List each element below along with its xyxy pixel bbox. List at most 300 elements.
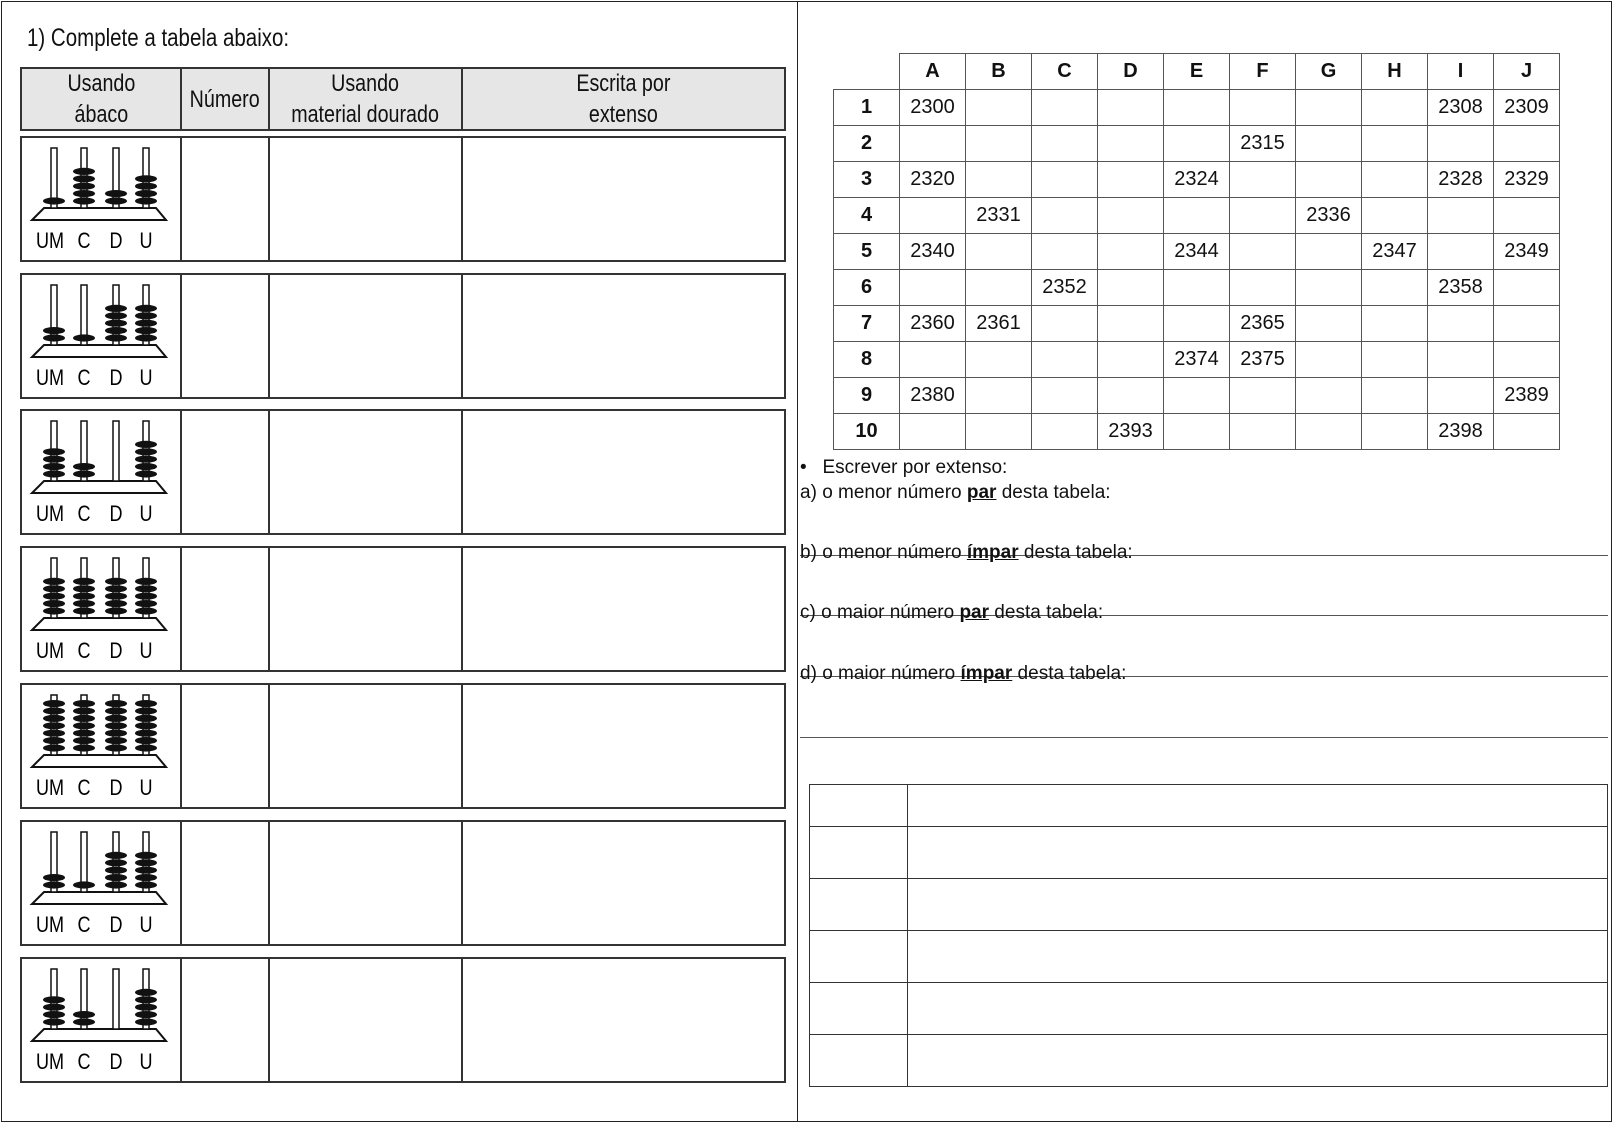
grid-row-header: 8 — [834, 342, 900, 378]
question-text: desta tabela: — [989, 602, 1104, 623]
abacus-icon — [28, 419, 170, 529]
grid-cell[interactable] — [1362, 270, 1428, 306]
grid-cell[interactable] — [1032, 306, 1098, 342]
abacus-bead — [73, 463, 95, 470]
header-abacus-label: Usando ábaco — [67, 70, 135, 128]
grid-cell[interactable] — [1296, 378, 1362, 414]
grid-cell: 2375 — [1230, 342, 1296, 378]
grid-cell[interactable] — [1032, 342, 1098, 378]
question-text: o menor número — [822, 482, 967, 503]
grid-cell[interactable] — [1230, 378, 1296, 414]
abacus-bead — [43, 607, 65, 614]
abacus-rod — [113, 969, 119, 1029]
abacus-bead — [135, 852, 157, 859]
abacus-base — [32, 345, 166, 357]
grid-cell[interactable] — [966, 270, 1032, 306]
grid-row — [834, 162, 1560, 198]
abacus-bead — [43, 578, 65, 585]
abacus-label: UM — [35, 366, 65, 391]
grid-cell[interactable] — [1098, 306, 1164, 342]
abacus-bead — [43, 600, 65, 607]
abacus-bead — [73, 168, 95, 175]
abacus-bead — [43, 722, 65, 729]
answer-value-cell[interactable] — [908, 785, 1608, 827]
grid-cell[interactable] — [1362, 378, 1428, 414]
grid-cell: 2344 — [1164, 234, 1230, 270]
question-keyword: ímpar — [966, 542, 1019, 563]
abacus-bead — [43, 715, 65, 722]
grid-row-header: 4 — [834, 198, 900, 234]
number-cell[interactable] — [182, 138, 268, 260]
grid-cell: 2358 — [1428, 270, 1494, 306]
abacus-bead — [43, 730, 65, 737]
abacus-bead — [105, 881, 127, 888]
grid-row-header: 6 — [834, 270, 900, 306]
grid-cell[interactable] — [1494, 270, 1560, 306]
abacus-bead — [105, 737, 127, 744]
abacus-bead — [105, 607, 127, 614]
abacus-bead — [43, 593, 65, 600]
grid-cell[interactable] — [1494, 126, 1560, 162]
page-divider — [797, 1, 798, 1121]
material-cell[interactable] — [270, 138, 461, 260]
header-number-label: Número — [189, 85, 260, 113]
answer-value-cell[interactable] — [908, 879, 1608, 931]
abacus-label: UM — [35, 1050, 65, 1075]
abacus-bead — [73, 607, 95, 614]
question-keyword: par — [966, 482, 997, 503]
grid-cell[interactable] — [966, 126, 1032, 162]
bullet: • — [800, 457, 807, 478]
abacus-bead — [135, 867, 157, 874]
written-cell[interactable] — [463, 411, 784, 533]
abacus-bead — [135, 989, 157, 996]
number-cell[interactable] — [182, 411, 268, 533]
material-cell[interactable] — [270, 275, 461, 397]
grid-cell[interactable] — [1098, 270, 1164, 306]
grid-row — [834, 126, 1560, 162]
grid-row — [834, 414, 1560, 450]
grid-cell[interactable] — [1296, 234, 1362, 270]
grid-cell[interactable] — [1098, 126, 1164, 162]
abacus-bead — [73, 707, 95, 714]
header-written — [463, 69, 784, 129]
answer-label-cell[interactable] — [810, 879, 908, 931]
abacus-bead — [105, 585, 127, 592]
grid-cell: 2315 — [1230, 126, 1296, 162]
exercise-row — [20, 957, 786, 1083]
material-cell[interactable] — [270, 548, 461, 670]
answer-table-row — [810, 785, 1608, 827]
answer-label-cell[interactable] — [810, 827, 908, 879]
exercise-row — [20, 683, 786, 809]
written-cell[interactable] — [463, 548, 784, 670]
grid-cell[interactable] — [1164, 306, 1230, 342]
grid-row-header: 7 — [834, 306, 900, 342]
abacus-bead — [43, 327, 65, 334]
grid-cell[interactable] — [1296, 162, 1362, 198]
abacus-bead — [135, 874, 157, 881]
abacus-bead — [135, 175, 157, 182]
grid-column-header: I — [1428, 54, 1494, 90]
grid-column-header: A — [900, 54, 966, 90]
abacus-label: D — [109, 229, 123, 254]
abacus-bead — [105, 197, 127, 204]
grid-cell[interactable] — [1230, 234, 1296, 270]
material-cell[interactable] — [270, 685, 461, 807]
grid-cell[interactable] — [966, 342, 1032, 378]
abacus-bead — [135, 730, 157, 737]
abacus-bead — [135, 715, 157, 722]
answer-table-row — [810, 931, 1608, 983]
grid-cell[interactable] — [1296, 126, 1362, 162]
grid-row — [834, 270, 1560, 306]
grid-cell[interactable] — [1032, 198, 1098, 234]
abacus-bead — [105, 327, 127, 334]
abacus-bead — [105, 334, 127, 341]
grid-cell[interactable] — [1362, 198, 1428, 234]
abacus-bead — [105, 715, 127, 722]
question-text: o menor número — [822, 542, 967, 563]
grid-cell[interactable] — [900, 198, 966, 234]
grid-column-header: C — [1032, 54, 1098, 90]
grid-cell: 2328 — [1428, 162, 1494, 198]
header-number — [182, 69, 270, 129]
answer-value-cell[interactable] — [908, 983, 1608, 1035]
abacus-label: C — [77, 366, 91, 391]
abacus-bead — [105, 190, 127, 197]
abacus-icon — [28, 556, 170, 666]
grid-row — [834, 306, 1560, 342]
grid-cell[interactable] — [1428, 342, 1494, 378]
abacus-label: C — [77, 502, 91, 527]
abacus-bead — [105, 867, 127, 874]
grid-cell[interactable] — [1164, 198, 1230, 234]
abacus-bead — [135, 1004, 157, 1011]
abacus-bead — [135, 456, 157, 463]
grid-cell[interactable] — [1098, 90, 1164, 126]
abacus-bead — [73, 1018, 95, 1025]
abacus-bead — [43, 1018, 65, 1025]
grid-cell: 2398 — [1428, 414, 1494, 450]
grid-column-header: H — [1362, 54, 1428, 90]
grid-cell: 2309 — [1494, 90, 1560, 126]
abacus-base — [32, 618, 166, 630]
grid-row — [834, 378, 1560, 414]
abacus-bead — [135, 578, 157, 585]
written-cell[interactable] — [463, 685, 784, 807]
grid-column-header: F — [1230, 54, 1296, 90]
abacus-label: UM — [35, 229, 65, 254]
grid-cell[interactable] — [1230, 414, 1296, 450]
answer-table-row — [810, 827, 1608, 879]
answer-table-row — [810, 983, 1608, 1035]
grid-cell[interactable] — [1230, 162, 1296, 198]
grid-cell: 2320 — [900, 162, 966, 198]
abacus-bead — [105, 593, 127, 600]
grid-cell[interactable] — [1098, 162, 1164, 198]
answer-table-row — [810, 879, 1608, 931]
abacus-icon — [28, 693, 170, 803]
grid-cell[interactable] — [1164, 414, 1230, 450]
abacus-bead — [73, 334, 95, 341]
abacus-label: U — [139, 913, 153, 938]
abacus-label: D — [109, 913, 123, 938]
answer-label-cell[interactable] — [810, 785, 908, 827]
question-keyword: ímpar — [960, 663, 1013, 684]
grid-cell[interactable] — [966, 414, 1032, 450]
grid-cell[interactable] — [1494, 306, 1560, 342]
abacus-bead — [135, 305, 157, 312]
grid-column-header: E — [1164, 54, 1230, 90]
grid-cell[interactable] — [1362, 414, 1428, 450]
abacus-label: C — [77, 229, 91, 254]
grid-cell[interactable] — [1296, 270, 1362, 306]
header-material — [270, 69, 463, 129]
grid-row-header: 9 — [834, 378, 900, 414]
number-grid — [833, 53, 1560, 450]
grid-cell[interactable] — [1032, 234, 1098, 270]
grid-cell: 2349 — [1494, 234, 1560, 270]
abacus-bead — [135, 600, 157, 607]
grid-corner — [834, 54, 900, 90]
abacus-bead — [105, 320, 127, 327]
grid-cell[interactable] — [1032, 90, 1098, 126]
instruction-heading-text: Escrever por extenso: — [822, 457, 1008, 478]
instruction-heading — [800, 457, 1007, 479]
grid-cell[interactable] — [1494, 414, 1560, 450]
grid-cell[interactable] — [1230, 270, 1296, 306]
abacus-bead — [135, 881, 157, 888]
abacus-label: C — [77, 1050, 91, 1075]
abacus-bead — [73, 600, 95, 607]
grid-cell[interactable] — [966, 162, 1032, 198]
abacus-bead — [43, 744, 65, 751]
exercise-row — [20, 136, 786, 262]
grid-cell[interactable] — [1164, 126, 1230, 162]
grid-cell[interactable] — [1428, 234, 1494, 270]
exercise-row — [20, 820, 786, 946]
grid-cell[interactable] — [1098, 198, 1164, 234]
abacus-bead — [105, 874, 127, 881]
grid-cell[interactable] — [1494, 198, 1560, 234]
question-text: o maior número — [822, 663, 961, 684]
abacus-bead — [73, 593, 95, 600]
question-letter: a) — [800, 482, 823, 503]
grid-cell[interactable] — [1230, 198, 1296, 234]
grid-cell: 2352 — [1032, 270, 1098, 306]
abacus-label: U — [139, 1050, 153, 1075]
written-cell[interactable] — [463, 822, 784, 944]
abacus-bead — [135, 441, 157, 448]
material-cell[interactable] — [270, 822, 461, 944]
grid-cell[interactable] — [1362, 126, 1428, 162]
written-cell[interactable] — [463, 275, 784, 397]
grid-cell[interactable] — [900, 126, 966, 162]
header-abacus — [22, 69, 182, 129]
abacus-bead — [135, 320, 157, 327]
abacus-bead — [73, 737, 95, 744]
grid-cell[interactable] — [1098, 234, 1164, 270]
grid-cell[interactable] — [1296, 90, 1362, 126]
abacus-label: C — [77, 776, 91, 801]
abacus-icon — [28, 146, 170, 256]
grid-cell[interactable] — [900, 270, 966, 306]
abacus-bead — [135, 197, 157, 204]
grid-cell[interactable] — [1362, 306, 1428, 342]
grid-cell[interactable] — [1428, 378, 1494, 414]
written-cell[interactable] — [463, 959, 784, 1081]
abacus-bead — [105, 722, 127, 729]
abacus-bead — [73, 1011, 95, 1018]
abacus-bead — [73, 470, 95, 477]
abacus-label: C — [77, 913, 91, 938]
abacus-bead — [43, 448, 65, 455]
abacus-bead — [43, 470, 65, 477]
grid-cell[interactable] — [1164, 90, 1230, 126]
grid-cell[interactable] — [1428, 198, 1494, 234]
abacus-icon — [28, 283, 170, 393]
grid-cell[interactable] — [1362, 342, 1428, 378]
abacus-bead — [135, 334, 157, 341]
abacus-label: C — [77, 639, 91, 664]
number-cell[interactable] — [182, 685, 268, 807]
abacus-label: D — [109, 776, 123, 801]
grid-row-header: 10 — [834, 414, 900, 450]
grid-cell[interactable] — [966, 90, 1032, 126]
answer-label-cell[interactable] — [810, 1035, 908, 1087]
abacus-bead — [43, 334, 65, 341]
abacus-bead — [135, 1011, 157, 1018]
abacus-bead — [43, 585, 65, 592]
grid-cell[interactable] — [1032, 162, 1098, 198]
answer-value-cell[interactable] — [908, 931, 1608, 983]
answer-value-cell[interactable] — [908, 1035, 1608, 1087]
grid-cell[interactable] — [1296, 306, 1362, 342]
abacus-base — [32, 755, 166, 767]
exercise-row — [20, 546, 786, 672]
abacus-bead — [135, 700, 157, 707]
grid-cell[interactable] — [1494, 342, 1560, 378]
abacus-bead — [105, 859, 127, 866]
answer-line[interactable] — [800, 737, 1608, 738]
grid-cell[interactable] — [1032, 378, 1098, 414]
abacus-bead — [135, 607, 157, 614]
abacus-base — [32, 481, 166, 493]
abacus-bead — [73, 700, 95, 707]
abacus-bead — [73, 578, 95, 585]
answer-value-cell[interactable] — [908, 827, 1608, 879]
abacus-bead — [135, 585, 157, 592]
grid-cell: 2336 — [1296, 198, 1362, 234]
abacus-bead — [73, 715, 95, 722]
header-material-label: Usando material dourado — [291, 70, 440, 128]
grid-cell[interactable] — [1032, 126, 1098, 162]
abacus-bead — [105, 600, 127, 607]
grid-cell: 2393 — [1098, 414, 1164, 450]
abacus-bead — [105, 312, 127, 319]
abacus-bead — [135, 183, 157, 190]
abacus-bead — [43, 881, 65, 888]
number-cell[interactable] — [182, 822, 268, 944]
abacus-bead — [135, 448, 157, 455]
grid-cell: 2389 — [1494, 378, 1560, 414]
question-text: desta tabela: — [996, 482, 1111, 503]
grid-cell[interactable] — [1296, 342, 1362, 378]
abacus-label: D — [109, 639, 123, 664]
abacus-label: U — [139, 229, 153, 254]
grid-row-header: 5 — [834, 234, 900, 270]
abacus-bead — [73, 585, 95, 592]
abacus-bead — [135, 707, 157, 714]
number-cell[interactable] — [182, 959, 268, 1081]
exercise-title: 1) Complete a tabela abaixo: — [27, 24, 290, 52]
grid-cell[interactable] — [966, 234, 1032, 270]
question-item — [800, 482, 1111, 504]
grid-cell: 2365 — [1230, 306, 1296, 342]
grid-cell[interactable] — [966, 378, 1032, 414]
grid-cell[interactable] — [1362, 90, 1428, 126]
grid-cell[interactable] — [1428, 126, 1494, 162]
answer-label-cell[interactable] — [810, 931, 908, 983]
abacus-bead — [73, 730, 95, 737]
grid-cell: 2360 — [900, 306, 966, 342]
material-cell[interactable] — [270, 959, 461, 1081]
abacus-bead — [135, 312, 157, 319]
grid-cell[interactable] — [1230, 90, 1296, 126]
abacus-bead — [105, 744, 127, 751]
written-cell[interactable] — [463, 138, 784, 260]
answer-label-cell[interactable] — [810, 983, 908, 1035]
abacus-label: D — [109, 502, 123, 527]
abacus-bead — [43, 737, 65, 744]
abacus-bead — [73, 722, 95, 729]
abacus-bead — [105, 852, 127, 859]
number-cell[interactable] — [182, 275, 268, 397]
grid-cell[interactable] — [1362, 162, 1428, 198]
abacus-bead — [135, 744, 157, 751]
grid-cell[interactable] — [1164, 270, 1230, 306]
abacus-bead — [43, 463, 65, 470]
material-cell[interactable] — [270, 411, 461, 533]
abacus-bead — [135, 463, 157, 470]
abacus-bead — [135, 327, 157, 334]
grid-cell[interactable] — [1032, 414, 1098, 450]
grid-cell[interactable] — [1164, 378, 1230, 414]
grid-row — [834, 198, 1560, 234]
grid-cell: 2380 — [900, 378, 966, 414]
grid-row — [834, 234, 1560, 270]
abacus-base — [32, 1029, 166, 1041]
grid-column-header: J — [1494, 54, 1560, 90]
question-item — [800, 602, 1103, 624]
abacus-bead — [135, 722, 157, 729]
abacus-bead — [135, 859, 157, 866]
grid-cell: 2308 — [1428, 90, 1494, 126]
grid-cell[interactable] — [1098, 342, 1164, 378]
grid-cell[interactable] — [900, 414, 966, 450]
grid-row — [834, 342, 1560, 378]
number-cell[interactable] — [182, 548, 268, 670]
grid-cell[interactable] — [900, 342, 966, 378]
grid-cell[interactable] — [1098, 378, 1164, 414]
header-written-label: Escrita por extenso — [576, 70, 671, 128]
grid-cell[interactable] — [1296, 414, 1362, 450]
grid-cell[interactable] — [1428, 306, 1494, 342]
question-item — [800, 663, 1126, 685]
question-text: desta tabela: — [1012, 663, 1127, 684]
abacus-label: D — [109, 1050, 123, 1075]
